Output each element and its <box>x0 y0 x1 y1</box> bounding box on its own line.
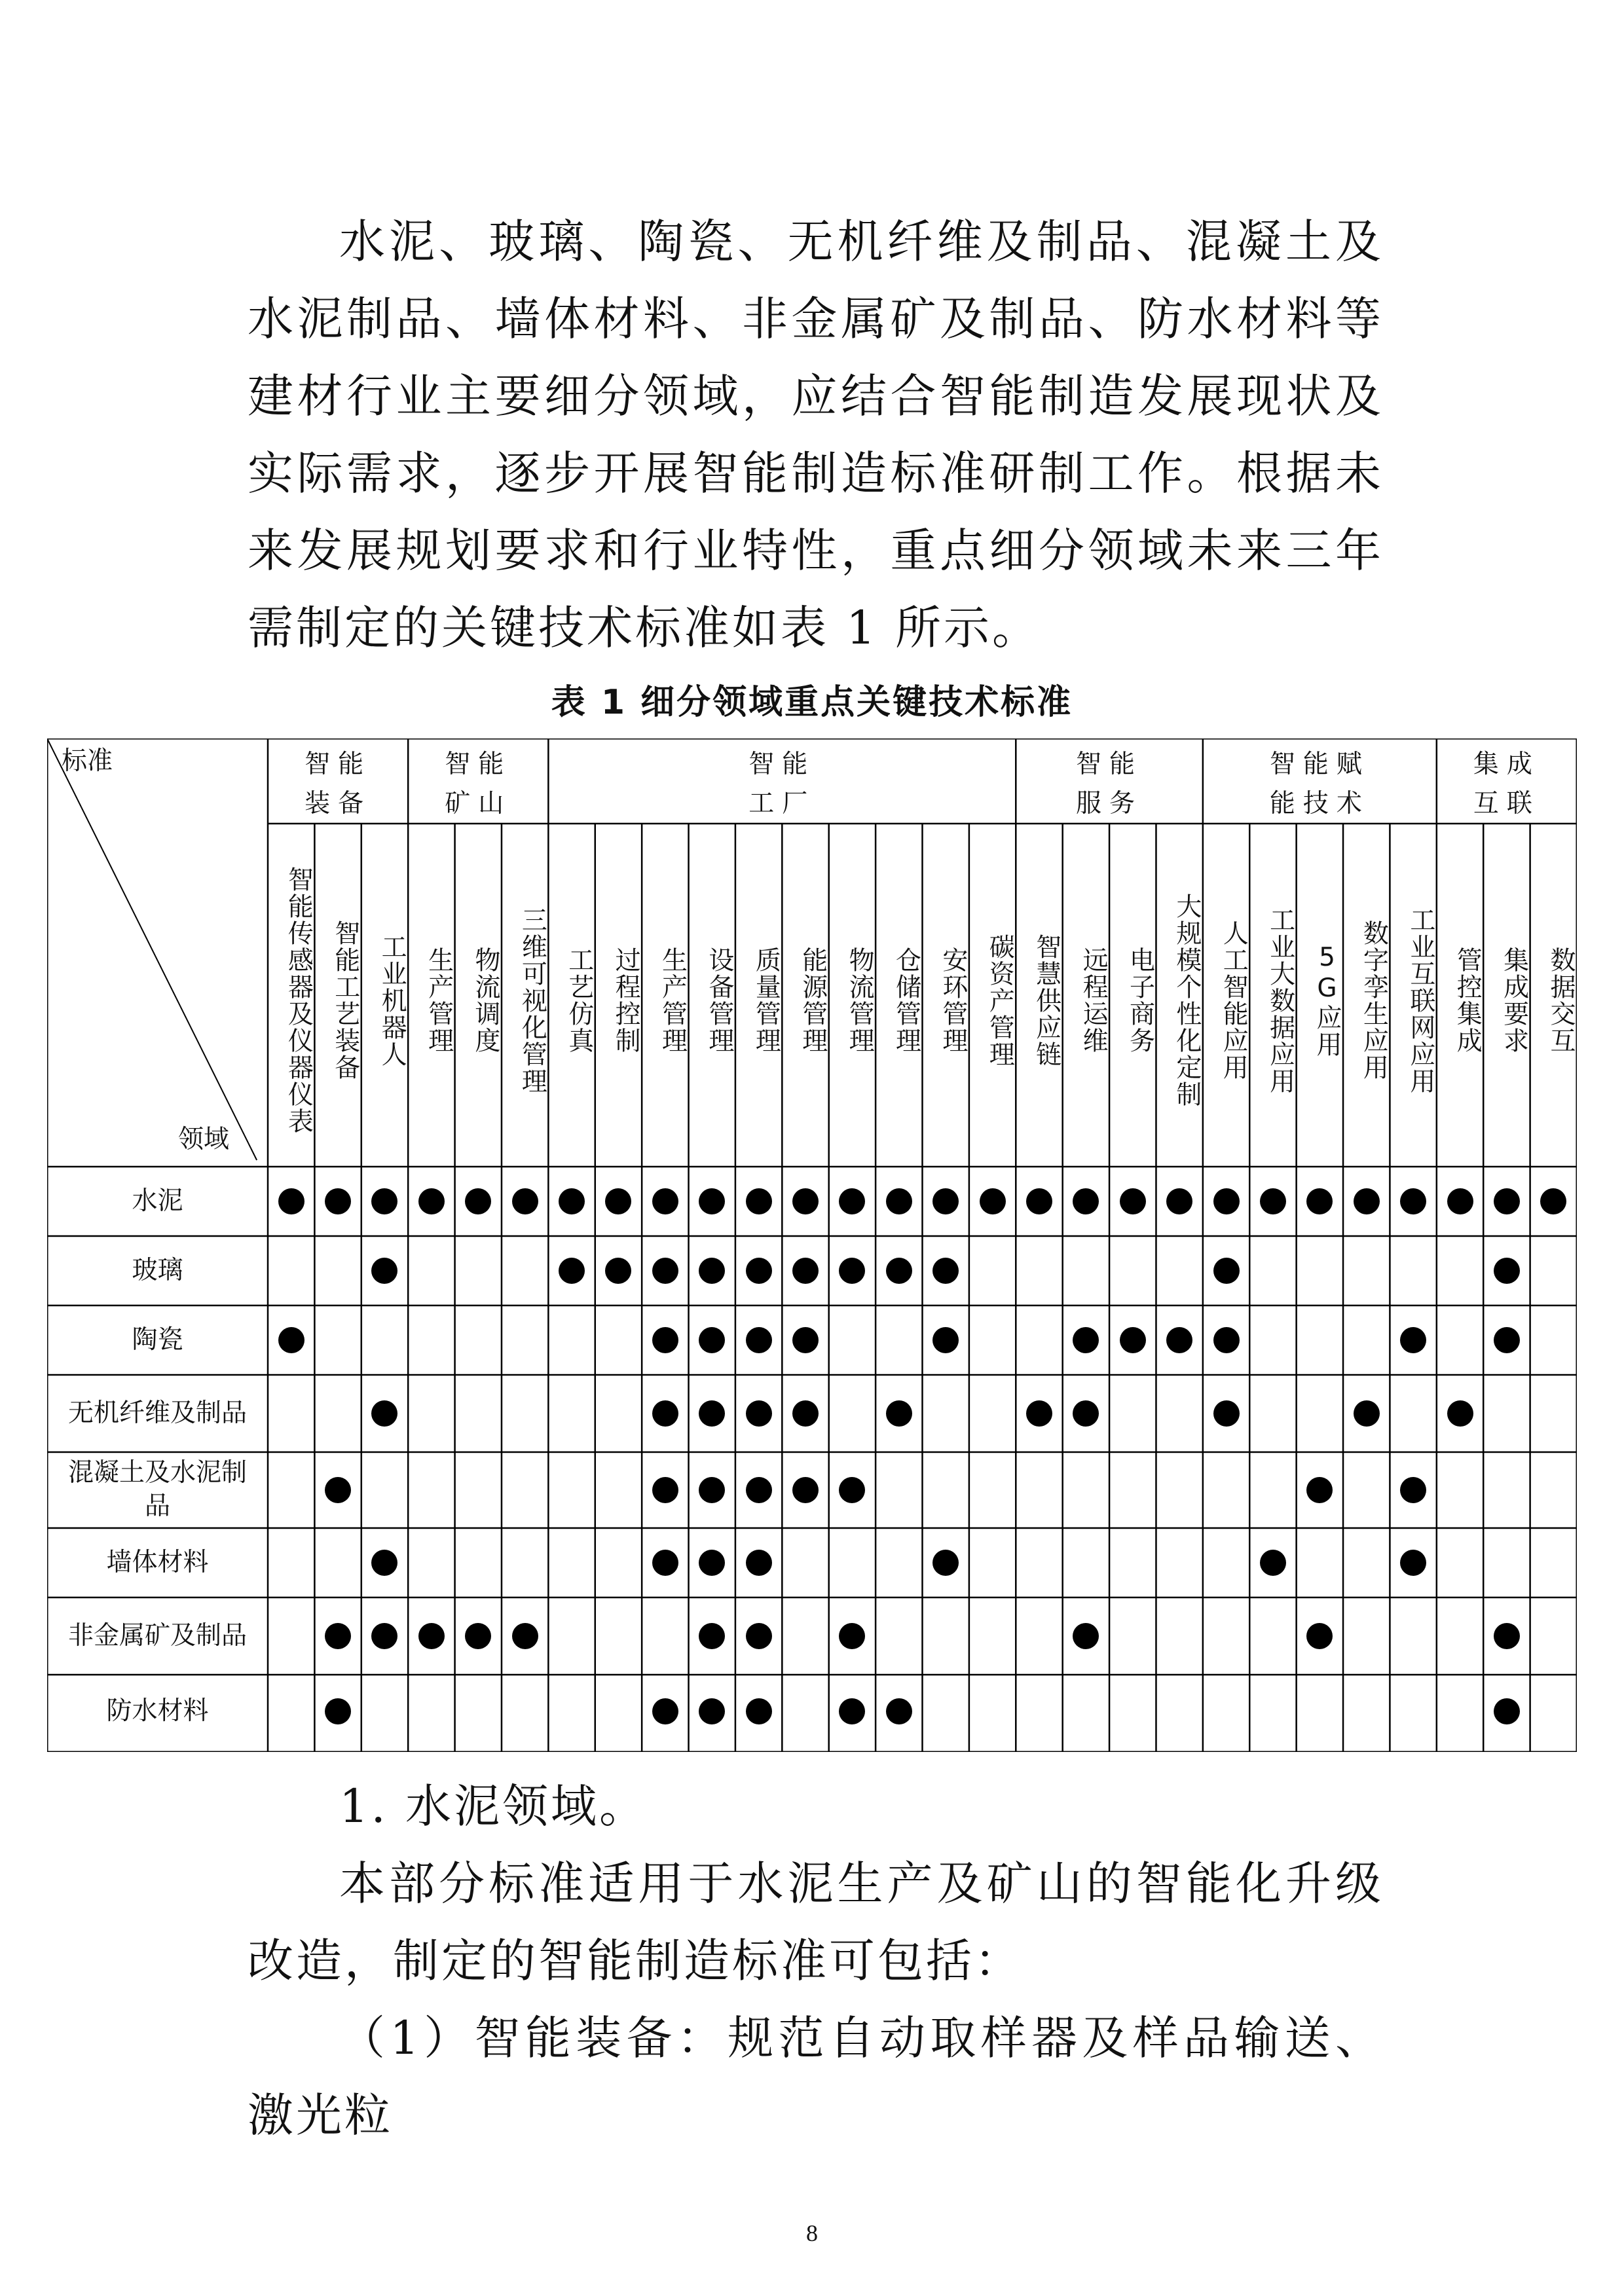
mark-dot <box>1213 1258 1240 1284</box>
column-header: 智能工艺装备 <box>330 920 360 1081</box>
page-number: 8 <box>806 2220 818 2246</box>
group-header <box>548 745 1016 824</box>
mark-dot <box>699 1698 725 1724</box>
mark-dot <box>1400 1327 1426 1353</box>
mark-dot <box>278 1327 304 1353</box>
mark-dot <box>465 1188 491 1214</box>
column-header: 远程运维 <box>1079 947 1109 1054</box>
mark-dot <box>1260 1550 1286 1576</box>
mark-dot <box>652 1477 678 1503</box>
column-header: 设备管理 <box>704 947 734 1054</box>
mark-dot <box>699 1188 725 1214</box>
mark-dot <box>932 1258 959 1284</box>
column-header: 安环管理 <box>938 947 968 1054</box>
group-header-line: 互联 <box>1473 789 1540 818</box>
mark-dot <box>699 1400 725 1427</box>
column-header: 管控集成 <box>1452 947 1483 1054</box>
mark-dot <box>325 1623 351 1649</box>
mark-dot <box>418 1623 445 1649</box>
mark-dot <box>746 1698 772 1724</box>
mark-dot <box>1400 1477 1426 1503</box>
mark-dot <box>699 1550 725 1576</box>
mark-dot <box>1213 1400 1240 1427</box>
group-header-line: 智能 <box>1076 750 1143 779</box>
section-body: 本部分标准适用于水泥生产及矿山的智能化升级改造，制定的智能制造标准可包括： <box>248 1857 1384 1988</box>
column-header: 智能传感器及仪器仪表 <box>284 866 314 1135</box>
column-header: 能源管理 <box>798 947 828 1054</box>
mark-dot <box>1494 1698 1520 1724</box>
mark-dot <box>1447 1400 1473 1427</box>
mark-dot <box>652 1188 678 1214</box>
mark-dot <box>512 1623 538 1649</box>
mark-dot <box>792 1400 819 1427</box>
mark-dot <box>512 1188 538 1214</box>
section-item: （1）智能装备：规范自动取样器及样品输送、激光粒 <box>248 2011 1384 2142</box>
column-header: 智慧供应链 <box>1031 933 1061 1068</box>
section-heading: 1. 水泥领域。 <box>339 1779 648 1833</box>
column-header: 生产管理 <box>657 947 688 1054</box>
column-header: 过程控制 <box>611 947 641 1054</box>
column-header: 人工智能应用 <box>1219 920 1249 1081</box>
column-header: 数据交互 <box>1545 947 1576 1054</box>
mark-dot <box>932 1550 959 1576</box>
mark-dot <box>699 1623 725 1649</box>
mark-dot <box>792 1477 819 1503</box>
mark-dot <box>652 1550 678 1576</box>
table-caption: 表 1 细分领域重点关键技术标准 <box>551 683 1073 722</box>
group-header <box>1437 745 1577 824</box>
mark-dot <box>792 1327 819 1353</box>
row-label: 陶瓷 <box>132 1324 183 1355</box>
mark-dot <box>1494 1188 1520 1214</box>
group-header-line: 矿山 <box>445 789 512 818</box>
column-header: 工业大数据应用 <box>1265 906 1295 1095</box>
column-header: 三维可视化管理 <box>517 906 547 1095</box>
group-header-line: 智能 <box>748 750 816 779</box>
mark-dot <box>325 1698 351 1724</box>
column-header: 工业机器人 <box>377 933 407 1068</box>
group-header-line: 装备 <box>304 789 372 818</box>
column-header: 电子商务 <box>1125 947 1155 1054</box>
mark-dot <box>1354 1188 1380 1214</box>
group-header-line: 智能 <box>445 750 512 779</box>
mark-dot <box>1400 1188 1426 1214</box>
mark-dot <box>1494 1623 1520 1649</box>
row-label: 水泥 <box>132 1186 183 1216</box>
mark-dot <box>792 1188 819 1214</box>
mark-dot <box>1120 1327 1146 1353</box>
mark-dot <box>418 1188 445 1214</box>
mark-dot <box>1026 1188 1052 1214</box>
mark-dot <box>886 1188 912 1214</box>
column-header: 仓储管理 <box>891 947 921 1054</box>
mark-dot <box>746 1477 772 1503</box>
group-header-line: 工厂 <box>748 789 816 818</box>
mark-dot <box>746 1188 772 1214</box>
mark-dot <box>1166 1188 1192 1214</box>
column-header: 生产管理 <box>424 947 454 1054</box>
column-header: 集成要求 <box>1499 947 1529 1054</box>
mark-dot <box>325 1477 351 1503</box>
group-header-line: 智能 <box>304 750 372 779</box>
mark-dot <box>932 1327 959 1353</box>
mark-dot <box>932 1188 959 1214</box>
mark-dot <box>559 1258 585 1284</box>
mark-dot <box>1026 1400 1052 1427</box>
mark-dot <box>1120 1188 1146 1214</box>
mark-dot <box>886 1698 912 1724</box>
standards-table <box>47 738 1577 1752</box>
mark-dot <box>652 1400 678 1427</box>
mark-dot <box>1494 1327 1520 1353</box>
mark-dot <box>699 1258 725 1284</box>
mark-dot <box>886 1400 912 1427</box>
group-header <box>1016 745 1203 824</box>
column-header: 5G应用 <box>1312 943 1342 1058</box>
column-header: 碳资产管理 <box>985 933 1015 1068</box>
mark-dot <box>746 1327 772 1353</box>
mark-dot <box>746 1400 772 1427</box>
column-header: 大规模个性化定制 <box>1172 893 1202 1108</box>
column-header: 物流调度 <box>470 947 500 1054</box>
row-label: 混凝土及水泥制品 <box>67 1458 247 1521</box>
row-label: 防水材料 <box>106 1696 209 1726</box>
row-label: 无机纤维及制品 <box>67 1398 247 1428</box>
group-header <box>1203 745 1437 824</box>
mark-dot <box>465 1623 491 1649</box>
mark-dot <box>1354 1400 1380 1427</box>
column-header: 质量管理 <box>751 947 781 1054</box>
mark-dot <box>886 1258 912 1284</box>
mark-dot <box>1166 1327 1192 1353</box>
mark-dot <box>792 1258 819 1284</box>
column-header: 物流管理 <box>845 947 875 1054</box>
mark-dot <box>1494 1258 1520 1284</box>
row-label: 墙体材料 <box>106 1547 209 1577</box>
mark-dot <box>1447 1188 1473 1214</box>
mark-dot <box>1260 1188 1286 1214</box>
mark-dot <box>325 1188 351 1214</box>
mark-dot <box>559 1188 585 1214</box>
group-header-line: 智能赋 <box>1269 750 1370 779</box>
mark-dot <box>1213 1327 1240 1353</box>
column-header: 工艺仿真 <box>564 947 594 1054</box>
mark-dot <box>652 1258 678 1284</box>
group-header-line: 服务 <box>1076 789 1143 818</box>
mark-dot <box>746 1550 772 1576</box>
intro-paragraph: 水泥、玻璃、陶瓷、无机纤维及制品、混凝土及水泥制品、墙体材料、非金属矿及制品、防水材料等建材行业主要细分领域，应结合智能制造发展现状及实际需求，逐步开展智能制造标准研制工作。根据未来发展规划要求和行业特性，重点细分领域未来三年需制定的关键技术标准如表 1 所示。 <box>248 215 1384 655</box>
column-header: 工业互联网应用 <box>1405 906 1435 1095</box>
group-header-line: 集成 <box>1473 750 1540 779</box>
mark-dot <box>652 1698 678 1724</box>
mark-dot <box>652 1327 678 1353</box>
group-header <box>268 745 408 824</box>
corner-header-standard: 标准 <box>62 746 113 776</box>
column-header: 数字孪生应用 <box>1359 920 1389 1081</box>
corner-header-domain: 领域 <box>178 1125 230 1154</box>
mark-dot <box>980 1188 1006 1214</box>
mark-dot <box>746 1623 772 1649</box>
row-label: 非金属矿及制品 <box>67 1620 247 1650</box>
mark-dot <box>746 1258 772 1284</box>
mark-dot <box>1213 1188 1240 1214</box>
mark-dot <box>278 1188 304 1214</box>
mark-dot <box>699 1477 725 1503</box>
row-label: 玻璃 <box>132 1255 183 1285</box>
group-header <box>408 745 548 824</box>
mark-dot <box>1400 1550 1426 1576</box>
mark-dot <box>699 1327 725 1353</box>
group-header-line: 能技术 <box>1269 789 1370 818</box>
corner-diagonal <box>47 738 257 1160</box>
